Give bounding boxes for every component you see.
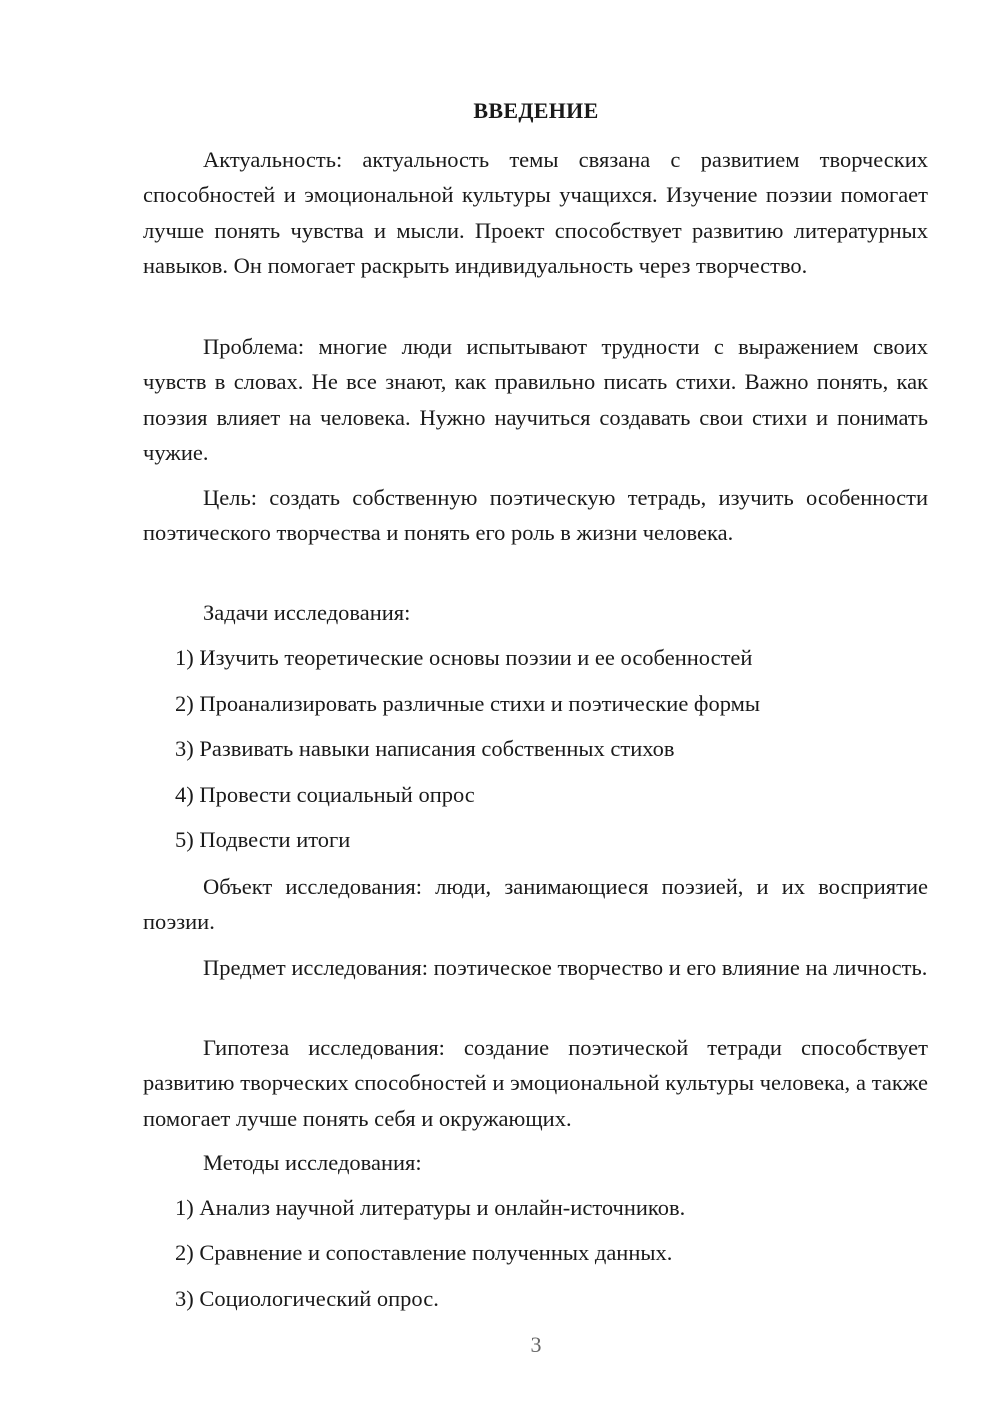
paragraph-goal: Цель: создать собственную поэтическую тетрадь, изучить особенности поэтического творчества и понять его роль в жизни человека. — [143, 485, 928, 546]
page-number: 3 — [530, 1332, 542, 1357]
task-item: 3) Развивать навыки написания собственных стихов — [175, 736, 675, 761]
task-item: 1) Изучить теоретические основы поэзии и ее особенностей — [175, 645, 753, 670]
paragraph-relevance: Актуальность: актуальность темы связана с развитием творческих способностей и эмоциональной культуры учащихся. Изучение поэзии помогает лучше понять чувства и мысли. Проект способствует развитию литературных навыков. Он помогает раскрыть индивидуальность через творчество. — [143, 147, 928, 278]
paragraph-object: Объект исследования: люди, занимающиеся поэзией, и их восприятие поэзии. — [143, 874, 928, 935]
method-item: 3) Социологический опрос. — [175, 1286, 439, 1311]
method-item: 2) Сравнение и сопоставление полученных данных. — [175, 1240, 673, 1265]
paragraph-problem: Проблема: многие люди испытывают трудности с выражением своих чувств в словах. Не все знают, как правильно писать стихи. Важно понять, как поэзия влияет на человека. Нужно научиться создавать свои стихи и понимать чужие. — [143, 334, 928, 465]
tasks-heading: Задачи исследования: — [203, 600, 411, 625]
task-item: 2) Проанализировать различные стихи и поэтические формы — [175, 691, 761, 716]
task-item: 5) Подвести итоги — [175, 827, 351, 852]
paragraph-subject: Предмет исследования: поэтическое творчество и его влияние на личность. — [203, 955, 928, 980]
methods-heading: Методы исследования: — [203, 1150, 422, 1175]
section-title: ВВЕДЕНИЕ — [473, 98, 599, 123]
paragraph-hypothesis: Гипотеза исследования: создание поэтической тетради способствует развитию творческих способностей и эмоциональной культуры человека, а также помогает лучше понять себя и окружающих. — [143, 1035, 928, 1131]
task-item: 4) Провести социальный опрос — [175, 782, 475, 807]
method-item: 1) Анализ научной литературы и онлайн-источников. — [175, 1195, 686, 1220]
